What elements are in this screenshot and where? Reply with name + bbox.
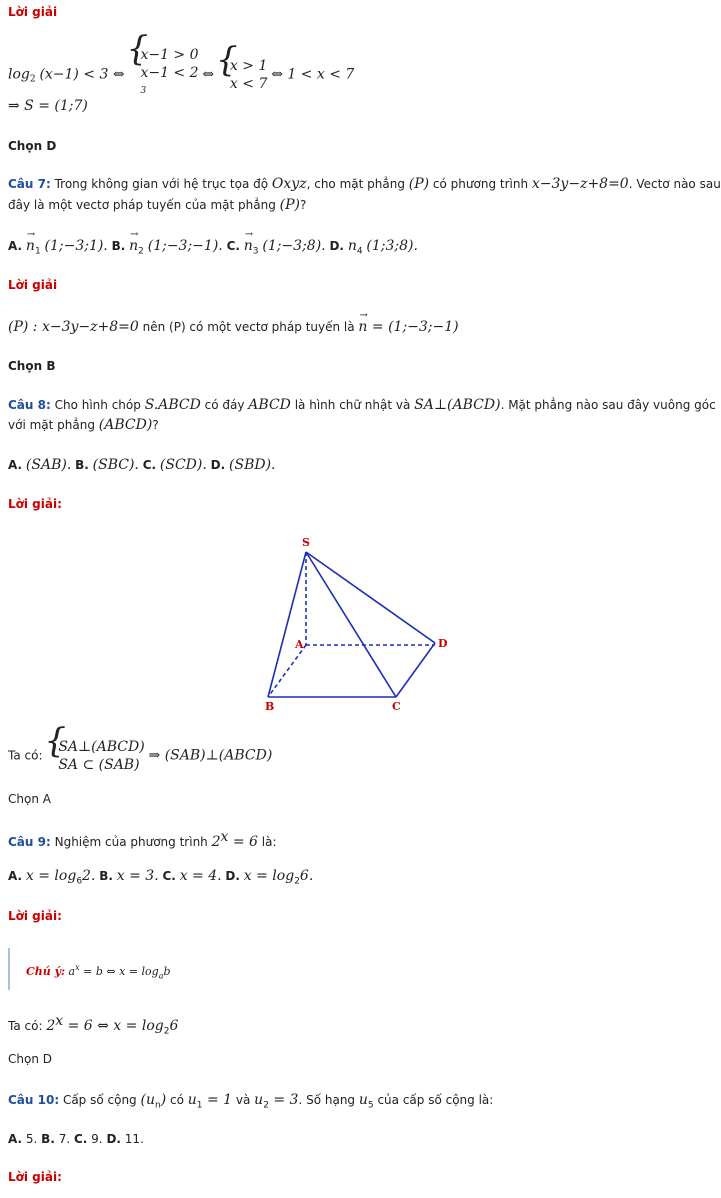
edge-AB bbox=[268, 645, 306, 697]
answer-choice: Chọn D bbox=[8, 1052, 52, 1066]
vertex-C-label: C bbox=[392, 700, 401, 713]
edge-SC bbox=[306, 552, 396, 697]
question-9: Câu 9: Nghiệm của phương trình $2^x = 6$ là: bbox=[8, 829, 277, 850]
question-10-options: A. 5. B. 7. C. 9. D. 11. bbox=[8, 1132, 144, 1146]
system-2: { x > 1 x < 7 bbox=[218, 57, 267, 93]
log-inequality: $\log_2 (x-1) < 3$ ⇔ { x−1 > 0 x−1 < 2 $^3$ ⇔ { x > 1 x < 7 ⇔ 1 < x < 7 bbox=[8, 46, 354, 104]
solution-set: ⇒ S = (1;7) bbox=[8, 98, 88, 114]
system-1: { x−1 > 0 x−1 < 2 $^3$ bbox=[128, 46, 198, 104]
question-7-options: A. → $n_1$ (1;−3;1). B. → $n_2$ (1;−3;−1). C. → $n_3$ (1;−3;8). D. $n_4$ (1;3;8). bbox=[8, 236, 418, 261]
vertex-B-label: B bbox=[265, 700, 275, 713]
edge-SB bbox=[268, 552, 306, 697]
solution-7: (P) : x−3y−z+8=0 nên (P) có một vectơ pháp tuyến là → n = (1;−3;−1) bbox=[8, 317, 459, 337]
question-8-line2: với mặt phẳng (ABCD)? bbox=[8, 417, 159, 433]
note: Chú ý: $a^x = b$ ⇔ $x = \log_ab$ bbox=[26, 963, 171, 981]
note-bar bbox=[8, 948, 10, 990]
vertex-A-label: A bbox=[295, 638, 304, 651]
question-10: Câu 10: Cấp số cộng $(u_n)$ có $u_1 = 1$ và $u_2 = 3$. Số hạng $u_5$ của cấp số cộng là: bbox=[8, 1092, 494, 1111]
edge-CD bbox=[396, 643, 435, 697]
answer-choice: Chọn A bbox=[8, 792, 51, 806]
question-8: Câu 8: Cho hình chóp S.ABCD có đáy ABCD là hình chữ nhật và SA⊥(ABCD). Mặt phẳng nào sau đây vuông góc bbox=[8, 397, 716, 413]
solution-9: Ta có: $2^x = 6$ ⇔ $x = \log_26$ bbox=[8, 1013, 179, 1037]
solution-heading: Lời giải bbox=[8, 5, 58, 19]
question-8-options: A. (SAB). B. (SBC). C. (SCD). D. (SBD). bbox=[8, 457, 276, 473]
question-7: Câu 7: Trong không gian với hệ trục tọa độ Oxyz, cho mặt phẳng (P) có phương trình x−3y−z+8=0. Vectơ nào sau bbox=[8, 176, 721, 192]
system-3: { SA⊥(ABCD) SA ⊂ (SAB) bbox=[46, 738, 144, 774]
edge-SD bbox=[306, 552, 435, 643]
solution-heading: Lời giải: bbox=[8, 1170, 62, 1184]
question-9-options: A. $x = \log_62$. B. x = 3. C. x = 4. D. $x = \log_26$. bbox=[8, 868, 314, 887]
answer-choice: Chọn B bbox=[8, 359, 56, 373]
pyramid-figure bbox=[255, 530, 455, 715]
vertex-S-label: S bbox=[302, 536, 310, 549]
vertex-D-label: D bbox=[438, 637, 448, 650]
solution-heading: Lời giải: bbox=[8, 497, 62, 511]
solution-heading: Lời giải bbox=[8, 278, 58, 292]
answer-choice: Chọn D bbox=[8, 139, 57, 153]
question-7-line2: đây là một vectơ pháp tuyến của mặt phẳng (P)? bbox=[8, 197, 307, 213]
solution-8: Ta có: { SA⊥(ABCD) SA ⊂ (SAB) ⇒ (SAB)⊥(ABCD) bbox=[8, 738, 272, 774]
solution-heading: Lời giải: bbox=[8, 909, 62, 923]
